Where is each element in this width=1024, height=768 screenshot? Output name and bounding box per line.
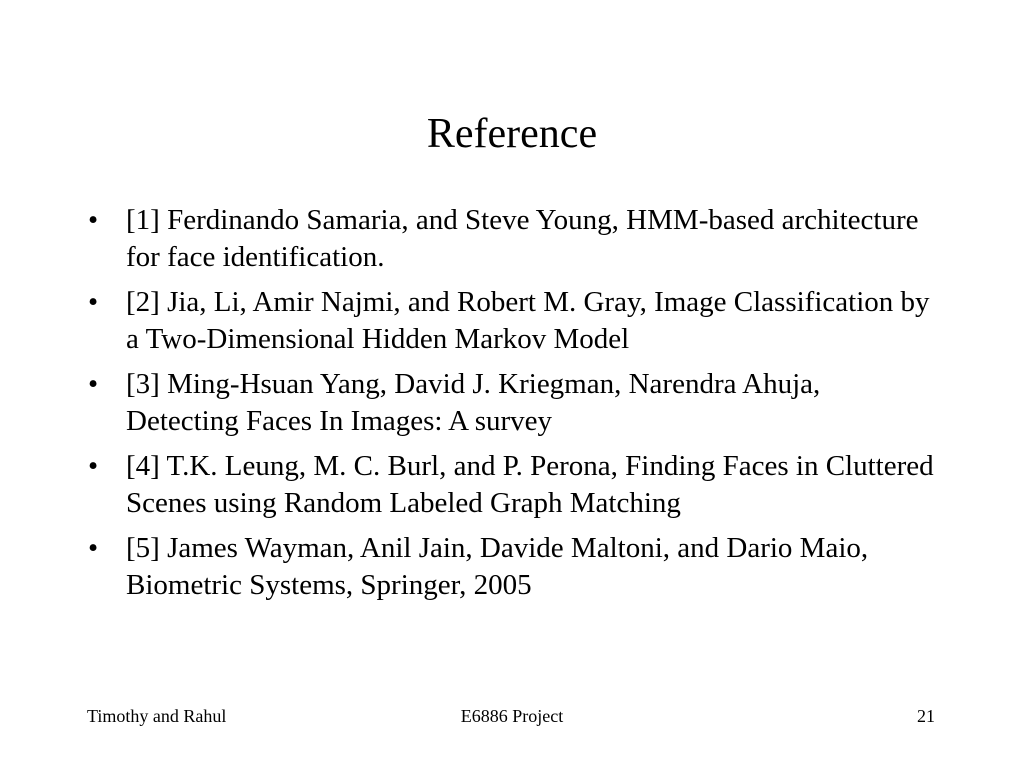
bullet-icon: • <box>88 450 99 482</box>
reference-text: [3] Ming-Hsuan Yang, David J. Kriegman, Narendra Ahuja, Detecting Faces In Images: A survey <box>126 368 821 437</box>
reference-text: [2] Jia, Li, Amir Najmi, and Robert M. Gray, Image Classification by a Two-Dimensional Hidden Markov Model <box>126 286 930 355</box>
bullet-icon: • <box>88 286 99 318</box>
bullet-icon: • <box>88 204 99 236</box>
reference-item <box>88 448 938 522</box>
reference-text: [1] Ferdinando Samaria, and Steve Young, HMM-based architecture for face identification. <box>126 204 919 273</box>
reference-item <box>88 366 938 440</box>
reference-text: [4] T.K. Leung, M. C. Burl, and P. Perona, Finding Faces in Cluttered Scenes using Random Labeled Graph Matching <box>126 450 934 519</box>
bullet-icon: • <box>88 532 99 564</box>
footer-authors: Timothy and Rahul <box>87 706 227 726</box>
reference-list <box>88 202 938 612</box>
reference-text: [5] James Wayman, Anil Jain, Davide Maltoni, and Dario Maio, Biometric Systems, Springer, 2005 <box>126 532 869 601</box>
footer-project: E6886 Project <box>460 706 564 726</box>
reference-item <box>88 530 938 604</box>
bullet-icon: • <box>88 368 99 400</box>
reference-item <box>88 284 938 358</box>
reference-item <box>88 202 938 276</box>
page-number: 21 <box>917 706 935 726</box>
slide-title: Reference <box>426 111 598 157</box>
